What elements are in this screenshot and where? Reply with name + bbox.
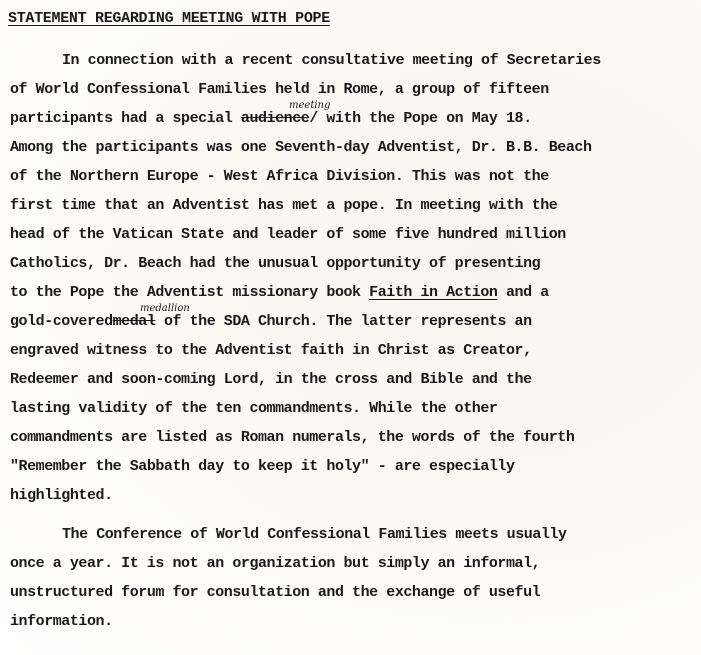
line3-text-after: / with the Pope on May 18. xyxy=(309,110,532,127)
paragraph1-line-1: In connection with a recent consultative meeting of Secretaries xyxy=(62,52,601,69)
line9-text-after: and a xyxy=(497,284,549,301)
paragraph2-line-1: The Conference of World Confessional Families meets usually xyxy=(62,526,567,543)
paragraph1-line-15: "Remember the Sabbath day to keep it holy" - are especially xyxy=(10,458,515,475)
paragraph1-line-13: lasting validity of the ten commandments. While the other xyxy=(10,400,498,417)
paragraph1-line-10 xyxy=(10,313,532,331)
line10-text-before: gold-covered xyxy=(10,313,113,330)
struck-word-audience: audience xyxy=(240,110,310,127)
paragraph1-line-16: highlighted. xyxy=(10,487,113,504)
paragraph1-line-8: Catholics, Dr. Beach had the unusual opportunity of presenting xyxy=(10,255,541,272)
paragraph1-line-2: of World Confessional Families held in Rome, a group of fifteen xyxy=(10,81,549,98)
paragraph2-line-2: once a year. It is not an organization but simply an informal, xyxy=(10,555,541,572)
paragraph2-line-3: unstructured forum for consultation and the exchange of useful xyxy=(10,584,541,601)
paragraph1-line-7: head of the Vatican State and leader of some five hundred million xyxy=(10,226,566,243)
paragraph1-line-5: of the Northern Europe - West Africa Division. This was not the xyxy=(10,168,549,185)
paragraph1-line-14: commandments are listed as Roman numerals, the words of the fourth xyxy=(10,429,575,446)
book-title-faith-in-action: Faith in Action xyxy=(369,284,498,301)
paragraph1-line-3 xyxy=(10,110,532,128)
handwritten-insert-medallion: medallion xyxy=(140,303,190,314)
paragraph1-line-12: Redeemer and soon-coming Lord, in the cross and Bible and the xyxy=(10,371,532,388)
document-title: STATEMENT REGARDING MEETING WITH POPE xyxy=(8,10,330,27)
line10-text-after: of the SDA Church. The latter represents an xyxy=(155,313,532,330)
struck-word-medal: medal xyxy=(112,313,156,330)
paragraph1-line-4: Among the participants was one Seventh-day Adventist, Dr. B.B. Beach xyxy=(10,139,592,156)
line3-text-before: participants had a special xyxy=(10,110,241,127)
paragraph1-line-6: first time that an Adventist has met a pope. In meeting with the xyxy=(10,197,558,214)
paragraph2-line-4: information. xyxy=(10,613,113,630)
handwritten-insert-meeting: meeting xyxy=(289,100,331,111)
paragraph1-line-9 xyxy=(10,284,549,302)
paragraph1-line-11: engraved witness to the Adventist faith in Christ as Creator, xyxy=(10,342,532,359)
line9-text-before: to the Pope the Adventist missionary book xyxy=(10,284,370,301)
